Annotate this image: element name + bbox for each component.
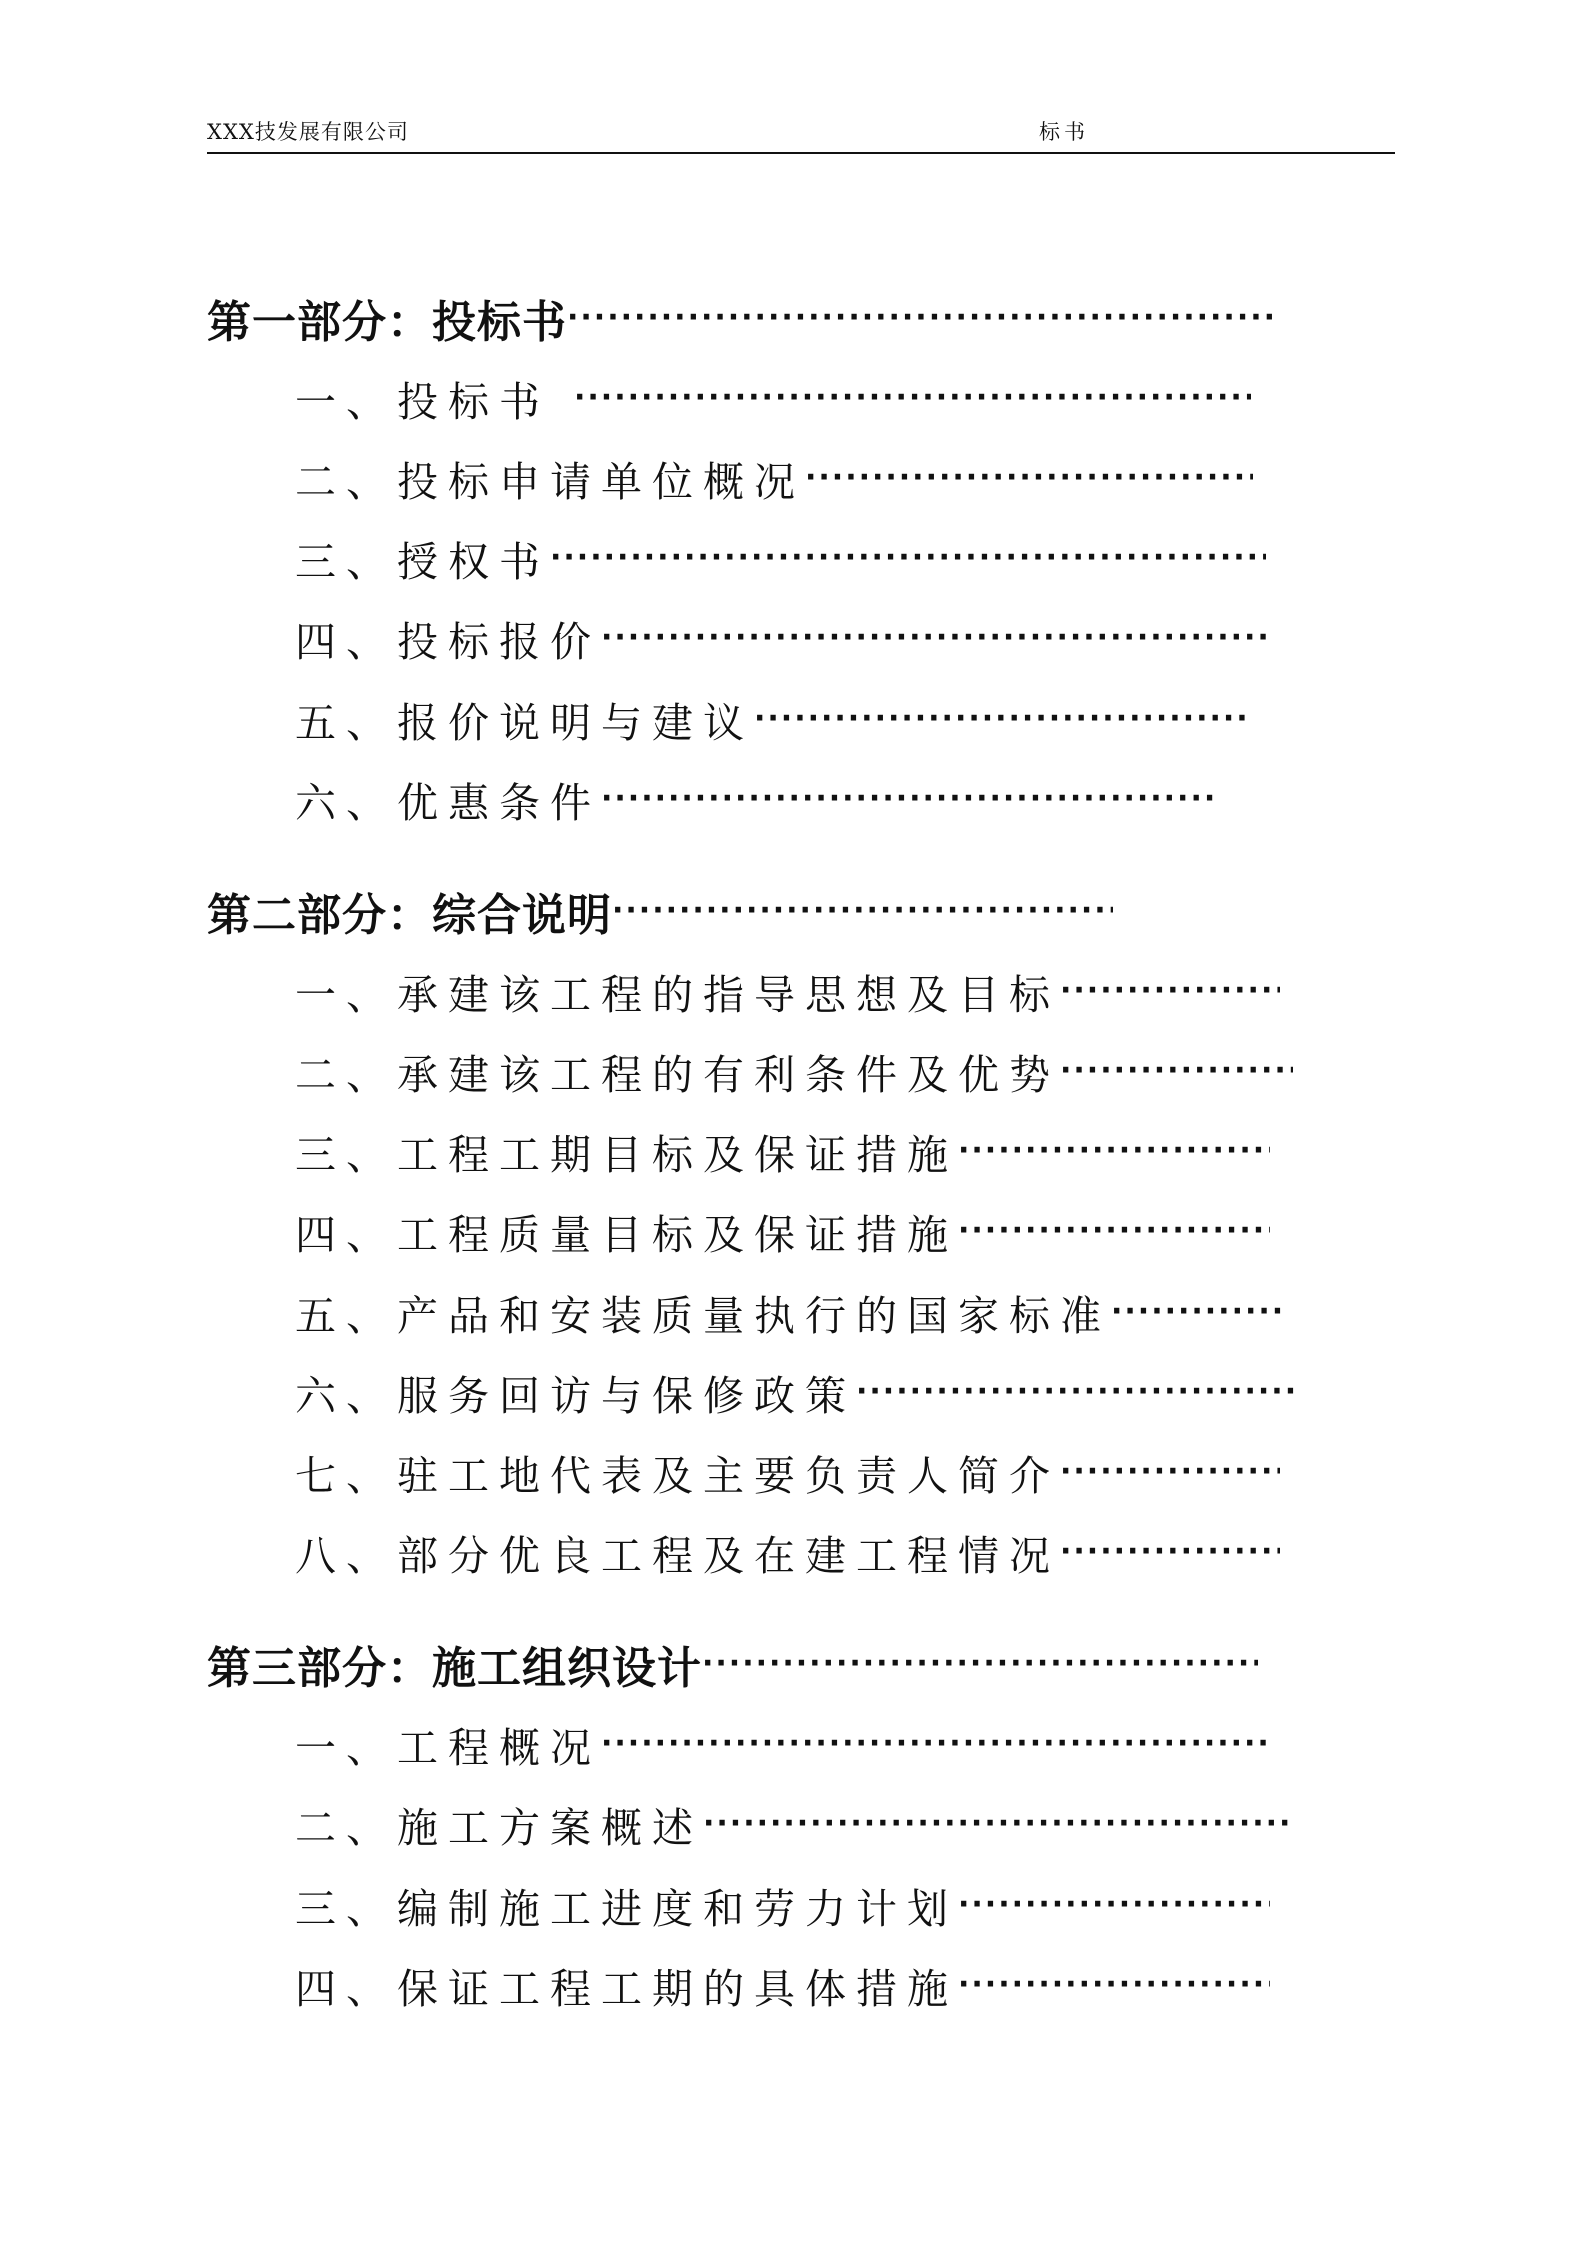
toc-entry-label: 二、承建该工程的有利条件及优势 bbox=[295, 1050, 1060, 1099]
toc-part-1-heading[interactable] bbox=[207, 288, 1280, 348]
header-document-type: 标书 bbox=[1039, 120, 1089, 144]
toc-entry-label: 一、工程概况 bbox=[295, 1723, 601, 1772]
toc-dot-leader bbox=[702, 1634, 1258, 1694]
toc-entry-label: 三、授权书 bbox=[295, 537, 550, 586]
toc-entry[interactable] bbox=[295, 1201, 1270, 1261]
toc-dot-leader bbox=[1060, 1041, 1293, 1101]
toc-entry[interactable] bbox=[295, 368, 1251, 428]
toc-entry-label: 三、工程工期目标及保证措施 bbox=[295, 1130, 958, 1179]
toc-part-2-heading[interactable] bbox=[207, 881, 1113, 941]
toc-dot-leader bbox=[1060, 961, 1280, 1021]
toc-dot-leader bbox=[805, 448, 1253, 508]
toc-entry-label: 五、产品和安装质量执行的国家标准 bbox=[295, 1291, 1111, 1340]
toc-dot-leader bbox=[601, 769, 1220, 829]
toc-entry[interactable] bbox=[295, 769, 1220, 829]
toc-entry[interactable] bbox=[295, 1121, 1270, 1181]
toc-entry-label: 二、施工方案概述 bbox=[295, 1803, 703, 1852]
toc-part-title: 第三部分：施工组织设计 bbox=[207, 1643, 702, 1694]
toc-part-3-heading[interactable] bbox=[207, 1634, 1258, 1694]
toc-dot-leader bbox=[856, 1362, 1298, 1422]
toc-dot-leader bbox=[601, 1714, 1272, 1774]
toc-entry[interactable] bbox=[295, 448, 1253, 508]
toc-entry-label: 一、投标书 bbox=[295, 377, 550, 426]
header-company-name: XXX技发展有限公司 bbox=[207, 120, 409, 144]
toc-entry[interactable] bbox=[295, 1041, 1293, 1101]
toc-dot-leader bbox=[958, 1201, 1270, 1261]
toc-entry[interactable] bbox=[295, 961, 1280, 1021]
toc-entry-label: 五、报价说明与建议 bbox=[295, 698, 754, 747]
toc-entry-label: 四、投标报价 bbox=[295, 617, 601, 666]
toc-entry-label: 八、部分优良工程及在建工程情况 bbox=[295, 1531, 1060, 1580]
toc-entry-label: 七、驻工地代表及主要负责人简介 bbox=[295, 1451, 1060, 1500]
toc-entry[interactable] bbox=[295, 1522, 1280, 1582]
toc-entry-label: 二、投标申请单位概况 bbox=[295, 457, 805, 506]
page-header bbox=[207, 110, 1395, 154]
toc-entry-label: 四、工程质量目标及保证措施 bbox=[295, 1210, 958, 1259]
toc-entry[interactable] bbox=[295, 1794, 1294, 1854]
toc-dot-leader bbox=[601, 608, 1273, 668]
toc-entry-label: 一、承建该工程的指导思想及目标 bbox=[295, 970, 1060, 1019]
toc-dot-leader bbox=[1111, 1282, 1283, 1342]
toc-dot-leader bbox=[958, 1875, 1270, 1935]
toc-entry[interactable] bbox=[295, 689, 1245, 749]
toc-dot-leader bbox=[567, 288, 1280, 348]
toc-entry[interactable] bbox=[295, 1362, 1298, 1422]
toc-part-title: 第一部分：投标书 bbox=[207, 297, 567, 348]
toc-part-title: 第二部分：综合说明 bbox=[207, 890, 612, 941]
toc-entry[interactable] bbox=[295, 528, 1266, 588]
toc-entry-label: 六、服务回访与保修政策 bbox=[295, 1371, 856, 1420]
toc-dot-leader bbox=[703, 1794, 1294, 1854]
toc-dot-leader bbox=[574, 368, 1251, 428]
toc-dot-leader bbox=[754, 689, 1245, 749]
toc-entry[interactable] bbox=[295, 1442, 1280, 1502]
toc-dot-leader bbox=[958, 1955, 1270, 2015]
toc-entry[interactable] bbox=[295, 1714, 1272, 1774]
toc-entry[interactable] bbox=[295, 1955, 1270, 2015]
toc-entry-label: 六、优惠条件 bbox=[295, 778, 601, 827]
toc-entry-label: 四、保证工程工期的具体措施 bbox=[295, 1964, 958, 2013]
toc-dot-leader bbox=[1060, 1522, 1280, 1582]
toc-dot-leader bbox=[958, 1121, 1270, 1181]
toc-dot-leader bbox=[550, 528, 1266, 588]
toc-dot-leader bbox=[1060, 1442, 1280, 1502]
toc-entry[interactable] bbox=[295, 1282, 1283, 1342]
toc-entry[interactable] bbox=[295, 1875, 1270, 1935]
toc-entry[interactable] bbox=[295, 608, 1273, 668]
toc-dot-leader bbox=[612, 881, 1113, 941]
toc-entry-label: 三、编制施工进度和劳力计划 bbox=[295, 1884, 958, 1933]
